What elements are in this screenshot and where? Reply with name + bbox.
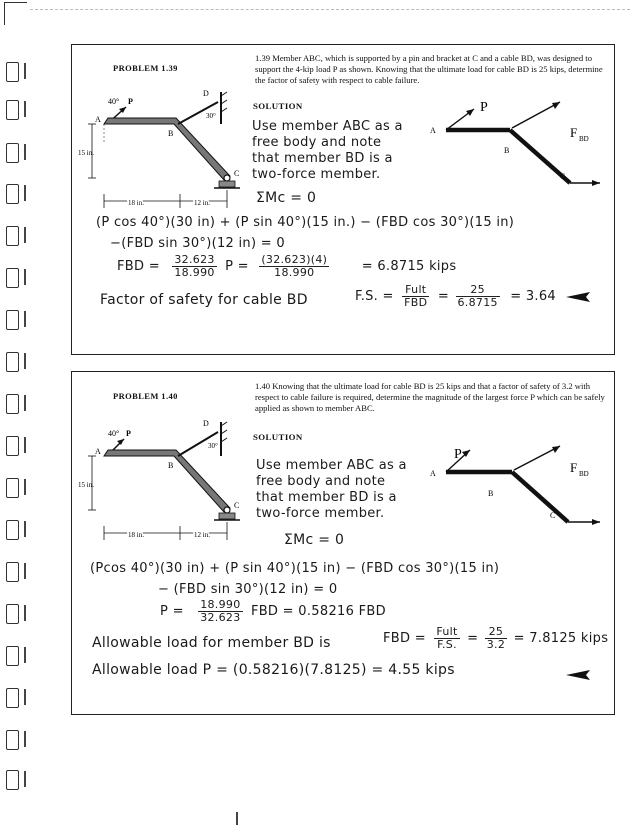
page-top-rule xyxy=(30,9,630,10)
problem-139-equation-line-2: −(FBD sin 30°)(12 in) = 0 xyxy=(110,236,285,251)
problem-139-fs-fraction-2: $\frac{25}{6.8715}$ xyxy=(457,283,498,309)
fig-139-label-p: P xyxy=(128,97,133,106)
problem-139-statement: 1.39 Member ABC, which is supported by a pin and bracket at C and a cable BD, was designed to support the 4-kip load P as shown. Knowing that the ultimate load for cable BD is 25 kips, determine the factor of safety with respect to cable failure. xyxy=(255,53,603,85)
problem-139-fos-label: Factor of safety for cable BD xyxy=(100,292,308,308)
problem-140-note-line-1: Use member ABC as a xyxy=(256,458,407,473)
problem-139-equation-line-1: (P cos 40°)(30 in) + (P sin 40°)(15 in.) − (FBD cos 30°)(15 in) xyxy=(96,215,515,230)
problem-139-note-line-1: Use member ABC as a xyxy=(252,119,403,134)
fbd-140-label-f-sub: BD xyxy=(579,470,589,478)
problem-140-free-body-diagram xyxy=(420,440,610,555)
problem-139-fs-lhs: F.S. = xyxy=(355,289,394,304)
problem-139-fs-result: = 3.64 xyxy=(510,289,557,304)
fig-140-dim-right: 12 in. xyxy=(194,531,210,539)
problem-140-answer-arrow-icon xyxy=(566,670,590,680)
fig-140-label-d: D xyxy=(203,419,209,428)
page-bottom-rule xyxy=(236,812,238,825)
fbd-140-label-a: A xyxy=(430,469,436,478)
problem-140-p-solve-row xyxy=(160,599,386,624)
fbd-139-label-c: C xyxy=(560,172,566,181)
problem-140-figure xyxy=(78,412,256,547)
problem-139-solution-heading: SOLUTION xyxy=(253,101,303,111)
fig-140-angle-load: 40° xyxy=(108,429,120,438)
problem-139-fbd-lhs: FBD = xyxy=(117,259,160,274)
problem-140-title: PROBLEM 1.40 xyxy=(113,391,178,401)
fig-140-label-c: C xyxy=(234,501,240,510)
problem-140-fraction: $\frac{18.990}{32.623}$ xyxy=(200,598,241,624)
problem-140-allow-result: = 7.8125 kips xyxy=(513,631,609,646)
problem-140-statement: 1.40 Knowing that the ultimate load for cable BD is 25 kips and that a factor of safety of 3.2 with respect to cable failure is required, determine the magnitude of the largest force P which can be safely applied as shown to member ABC. xyxy=(255,381,605,413)
problem-139-answer-arrow-icon xyxy=(566,292,590,302)
page-corner-mark xyxy=(4,2,27,25)
fig-139-label-b: B xyxy=(168,129,174,138)
problem-139-result-fbd: = 6.8715 kips xyxy=(361,259,457,274)
problem-139-fos-row: F.S. = $\frac{\text{Fult}}{\text{FBD}}$ = $\frac{25}{6.8715}$ = 3.64 xyxy=(355,283,557,309)
problem-139-free-body-diagram xyxy=(420,95,610,210)
problem-140-allow-fraction-1: $\frac{\text{Fult}}{F.S.}$ xyxy=(436,625,458,651)
problem-139-moment-sum: ΣMc = 0 xyxy=(256,190,317,206)
fig-139-dim-right: 12 in. xyxy=(194,199,210,207)
fig-140-dim-height: 15 in. xyxy=(78,481,94,489)
problem-139-title: PROBLEM 1.39 xyxy=(113,63,178,73)
problem-140-allow-lhs: FBD = xyxy=(383,631,426,646)
fig-139-dim-left: 18 in. xyxy=(128,199,144,207)
fig-140-label-p: P xyxy=(126,429,131,438)
problem-140-final-answer: Allowable load P = (0.58216)(7.8125) = 4.55 kips xyxy=(92,662,455,678)
fig-140-label-a: A xyxy=(95,447,101,456)
fbd-139-label-p: P xyxy=(480,100,488,115)
fbd-140-label-b: B xyxy=(488,489,494,498)
problem-139-note-line-3: that member BD is a xyxy=(252,151,393,166)
problem-140-equation-line-1: (Pcos 40°)(30 in) + (P sin 40°)(15 in) − (FBD cos 30°)(15 in) xyxy=(90,561,500,576)
problem-140-note-line-2: free body and note xyxy=(256,474,386,489)
fbd-140-label-p: P xyxy=(454,447,462,462)
problem-140-note-line-3: that member BD is a xyxy=(256,490,397,505)
problem-140-equation-line-2: − (FBD sin 30°)(12 in) = 0 xyxy=(158,582,338,597)
fbd-139-label-f: F xyxy=(570,125,578,140)
problem-140-allow-fraction-2: $\frac{25}{3.2}$ xyxy=(486,625,506,651)
fig-139-dim-height: 15 in. xyxy=(78,149,94,157)
problem-139-fraction-2: $\frac{(32.623)(4)}{18.990}$ xyxy=(261,253,328,279)
problem-139-figure xyxy=(78,84,256,214)
fig-139-angle-cable: 30° xyxy=(206,112,216,120)
fig-140-angle-cable: 30° xyxy=(208,442,218,450)
problem-139-note-line-2: free body and note xyxy=(252,135,382,150)
problem-140-allowable-row: FBD = $\frac{\text{Fult}}{F.S.}$ = $\frac{25}{3.2}$ = 7.8125 kips xyxy=(383,625,609,651)
fig-139-label-c: C xyxy=(234,169,240,178)
problem-140-note-line-4: two-force member. xyxy=(256,506,385,521)
fig-140-label-b: B xyxy=(168,461,174,470)
problem-139-fbd-solve-row xyxy=(117,254,456,279)
problem-140-allowable-label: Allowable load for member BD is xyxy=(92,635,331,651)
fbd-139-label-f-sub: BD xyxy=(579,135,589,143)
fig-140-dim-left: 18 in. xyxy=(128,531,144,539)
problem-140-fraction-tail: FBD = 0.58216 FBD xyxy=(250,604,386,619)
fbd-140-label-f: F xyxy=(570,460,578,475)
fbd-140-label-c: C xyxy=(550,511,556,520)
fig-139-angle-load: 40° xyxy=(108,97,120,106)
fig-139-label-d: D xyxy=(203,89,209,98)
problem-139-fraction-1: $\frac{32.623}{18.990}$ xyxy=(174,253,215,279)
fbd-139-label-a: A xyxy=(430,126,436,135)
problem-140-solution-heading: SOLUTION xyxy=(253,432,303,442)
problem-140-p-lhs: P = xyxy=(160,604,184,619)
fig-139-label-a: A xyxy=(95,115,101,124)
problem-139-note-line-4: two-force member. xyxy=(252,167,381,182)
problem-139-fs-fraction-1: $\frac{\text{Fult}}{\text{FBD}}$ xyxy=(404,283,428,309)
fbd-139-label-b: B xyxy=(504,146,510,155)
problem-140-moment-sum: ΣMc = 0 xyxy=(284,532,345,548)
problem-139-mid-p: P = xyxy=(225,259,249,274)
